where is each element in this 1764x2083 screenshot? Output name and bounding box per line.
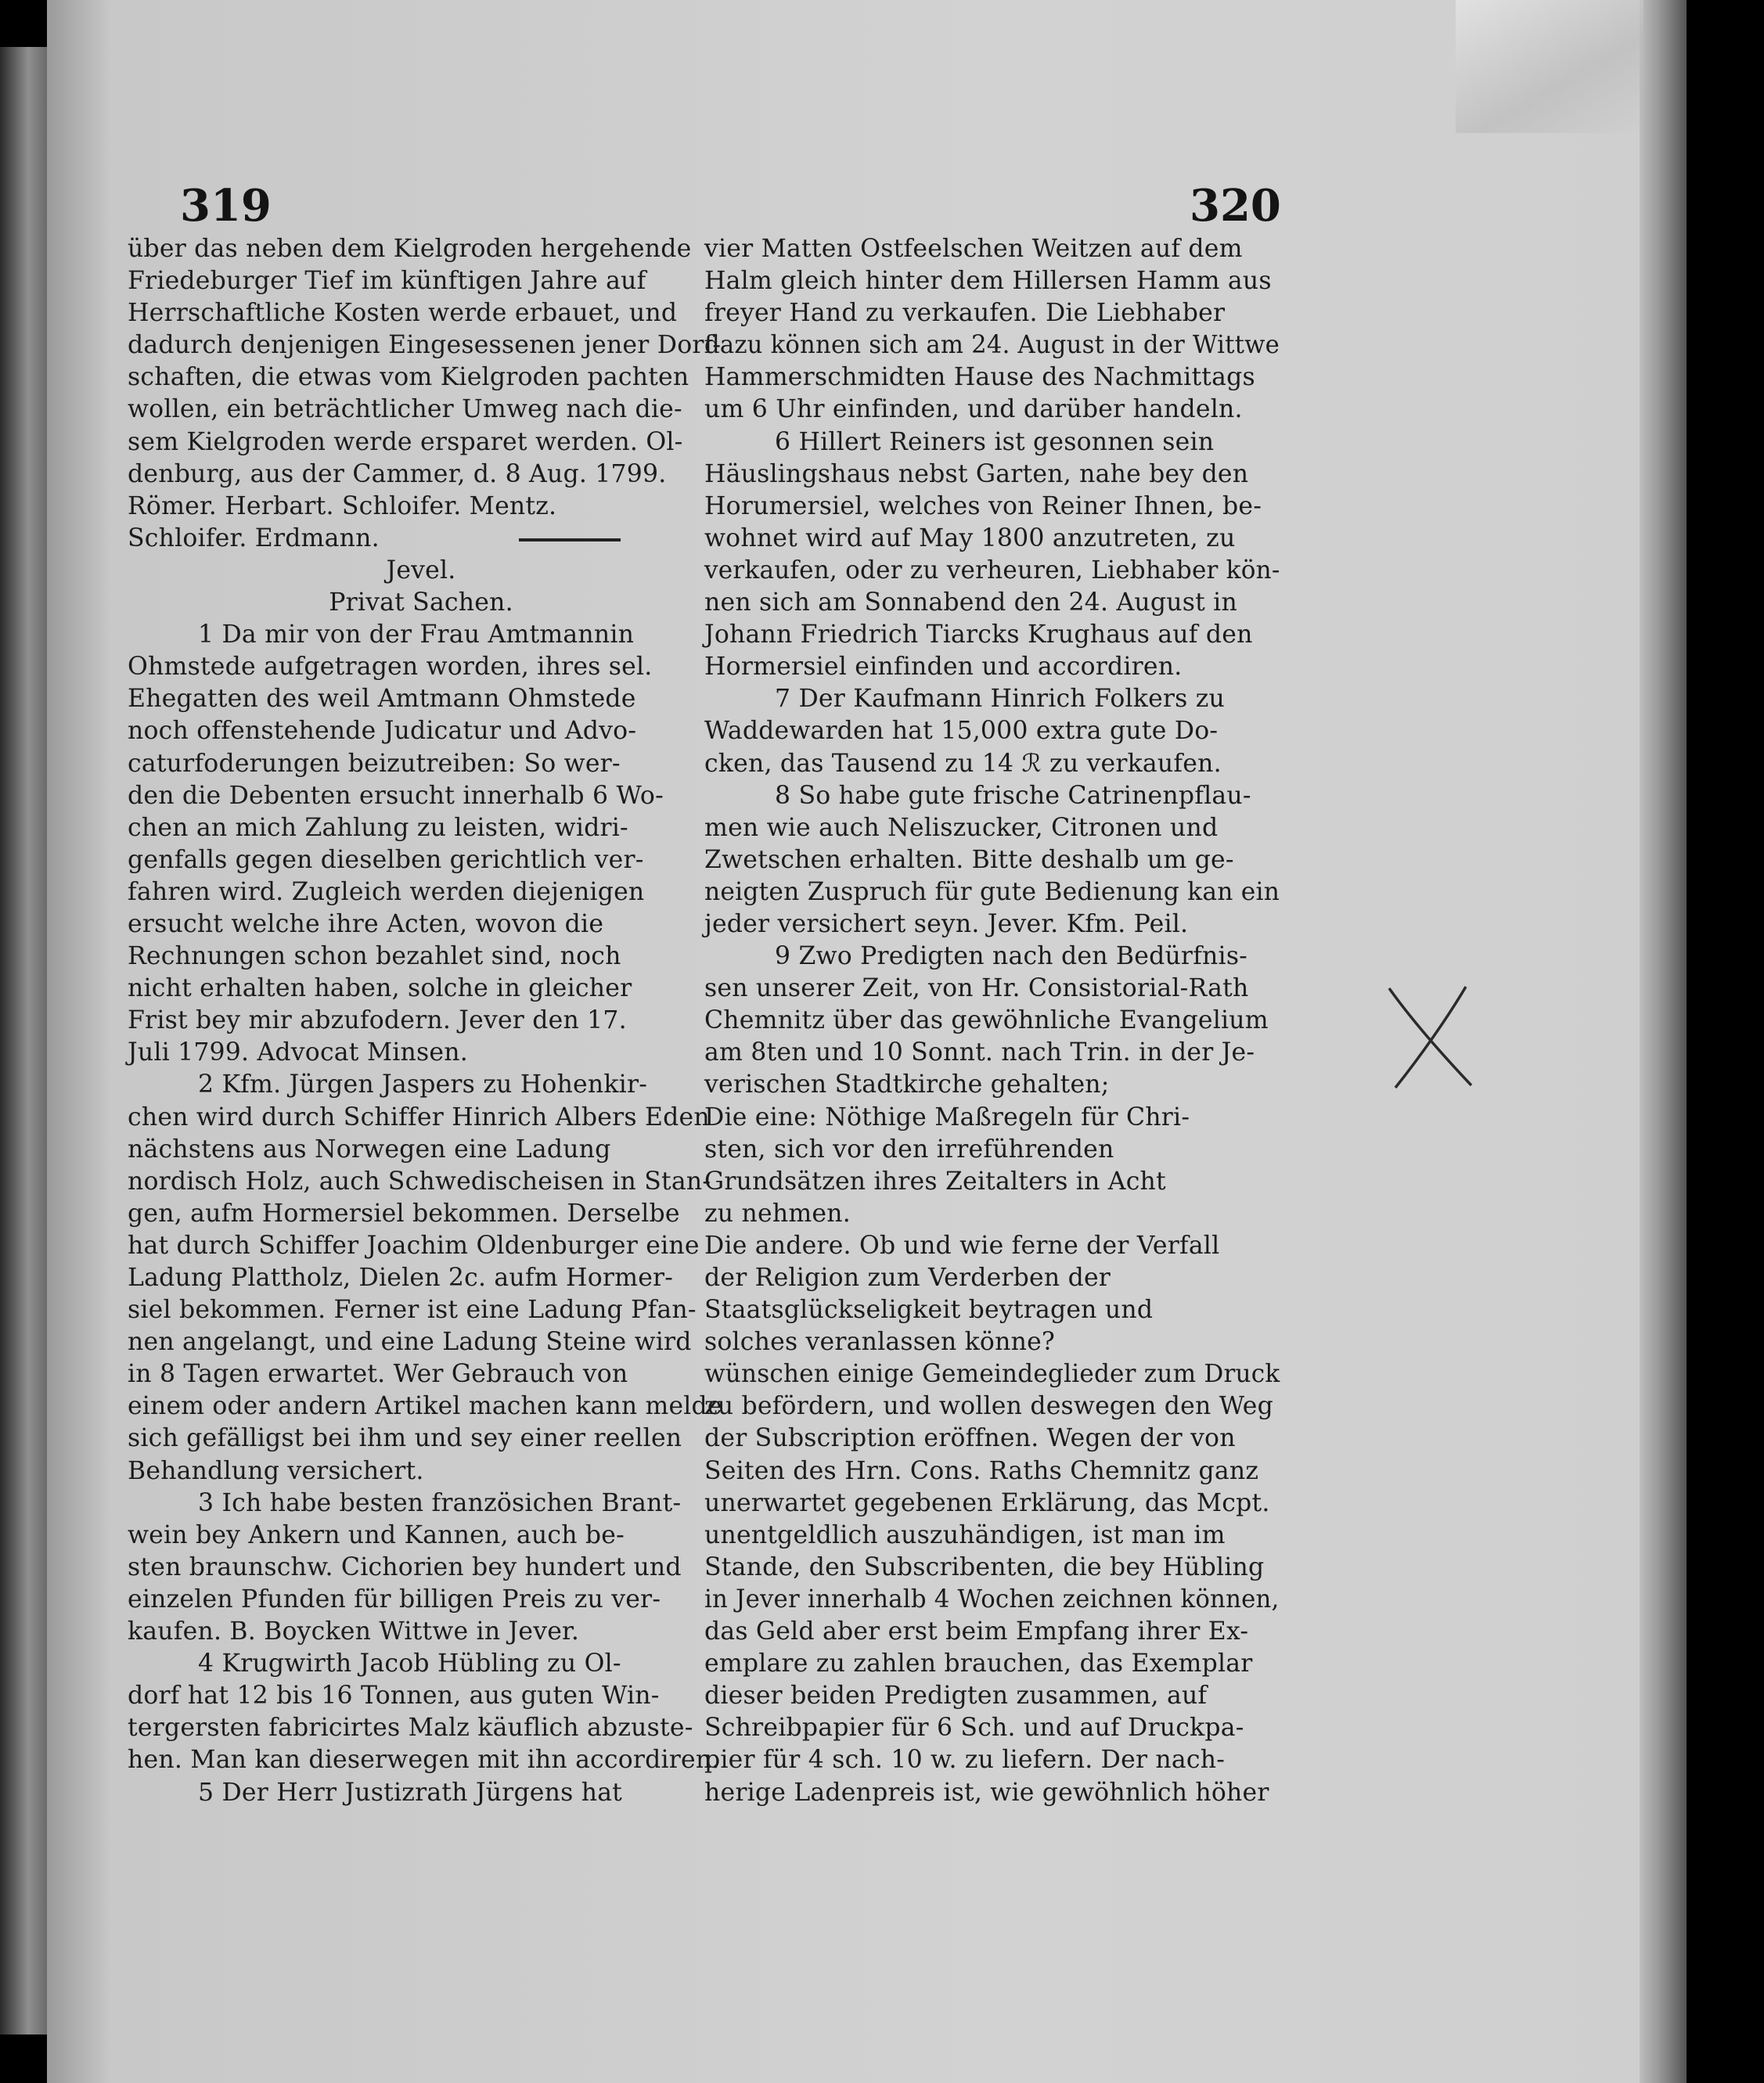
left-column-line: hat durch Schiffer Joachim Oldenburger eine	[128, 1231, 700, 1260]
right-column-line: Schreibpapier für 6 Sch. und auf Druckpa-	[704, 1714, 1244, 1743]
left-column-line: Römer. Herbart. Schloifer. Mentz.	[128, 491, 557, 520]
right-column-line: um 6 Uhr einfinden, und darüber handeln.	[704, 395, 1243, 424]
right-column-line: jeder versichert seyn. Jever. Kfm. Peil.	[704, 909, 1189, 938]
page-number-right: 320	[1190, 180, 1281, 232]
left-column-line: einem oder andern Artikel machen kann melde	[128, 1392, 722, 1421]
right-column-line: sen unserer Zeit, von Hr. Consistorial-Rath	[704, 974, 1249, 1003]
page-stack-edge	[1640, 0, 1687, 2083]
right-column-line: zu nehmen.	[704, 1199, 851, 1228]
left-column-line: kaufen. B. Boycken Wittwe in Jever.	[128, 1617, 580, 1646]
right-column-line: freyer Hand zu verkaufen. Die Liebhaber	[704, 299, 1226, 328]
left-column-line: schaften, die etwas vom Kielgroden pachten	[128, 363, 689, 392]
right-column-line: Halm gleich hinter dem Hillersen Hamm aus	[704, 267, 1272, 296]
right-column-line: der Religion zum Verderben der	[704, 1264, 1111, 1292]
right-column-line: in Jever innerhalb 4 Wochen zeichnen können,	[704, 1585, 1280, 1614]
left-column-line: denburg, aus der Cammer, d. 8 Aug. 1799.	[128, 459, 667, 488]
right-column-line: verkaufen, oder zu verheuren, Liebhaber kön-	[704, 556, 1280, 585]
right-column-line: sten, sich vor den irreführenden	[704, 1135, 1114, 1164]
right-column-line: Grundsätzen ihres Zeitalters in Acht	[704, 1167, 1166, 1196]
left-column-line: Rechnungen schon bezahlet sind, noch	[128, 942, 621, 971]
right-column-line: 7 Der Kaufmann Hinrich Folkers zu	[775, 685, 1226, 714]
left-column-line: 3 Ich habe besten französichen Brant-	[198, 1488, 682, 1517]
right-column-line: solches veranlassen könne?	[704, 1328, 1055, 1357]
left-column-line: chen an mich Zahlung zu leisten, widri-	[128, 813, 628, 842]
page-corner-fold	[1456, 0, 1643, 133]
right-column-line: unerwartet gegebenen Erklärung, das Mcpt.	[704, 1488, 1270, 1517]
left-column-line: tergersten fabricirtes Malz käuflich abzuste-	[128, 1714, 693, 1743]
left-column-line: genfalls gegen dieselben gerichtlich ver-	[128, 845, 644, 874]
right-column-line: Johann Friedrich Tiarcks Krughaus auf den	[704, 621, 1253, 649]
left-column-line: wollen, ein beträchtlicher Umweg nach die-	[128, 395, 682, 424]
left-column-line: den die Debenten ersucht innerhalb 6 Wo-	[128, 781, 664, 810]
left-column-line: chen wird durch Schiffer Hinrich Albers Eden	[128, 1103, 710, 1131]
left-column-line: Ohmstede aufgetragen worden, ihres sel.	[128, 653, 653, 682]
right-column-line: das Geld aber erst beim Empfang ihrer Ex-	[704, 1617, 1249, 1646]
left-column-line: nächstens aus Norwegen eine Ladung	[128, 1135, 611, 1164]
right-column-line: dieser beiden Predigten zusammen, auf	[704, 1682, 1208, 1711]
left-column-line: nen angelangt, und eine Ladung Steine wird	[128, 1328, 692, 1357]
left-column-line: Jevel.	[386, 556, 456, 585]
left-column-line: nordisch Holz, auch Schwedischeisen in Stan-	[128, 1167, 711, 1196]
left-text-column	[128, 233, 722, 1809]
right-column-line: Chemnitz über das gewöhnliche Evangelium	[704, 1006, 1269, 1035]
right-column-line: neigten Zuspruch für gute Bedienung kan ein	[704, 877, 1280, 906]
right-column-line: Hammerschmidten Hause des Nachmittags	[704, 363, 1255, 392]
left-column-line: 2 Kfm. Jürgen Jaspers zu Hohenkir-	[198, 1070, 648, 1099]
left-column-line: Friedeburger Tief im künftigen Jahre auf	[128, 267, 646, 296]
left-column-line: Behandlung versichert.	[128, 1456, 424, 1485]
left-column-line: caturfoderungen beizutreiben: So wer-	[128, 749, 621, 778]
left-column-line: Frist bey mir abzufodern. Jever den 17.	[128, 1006, 627, 1035]
right-column-line: men wie auch Neliszucker, Citronen und	[704, 813, 1219, 842]
right-column-line: nen sich am Sonnabend den 24. August in	[704, 588, 1237, 617]
right-column-line: dazu können sich am 24. August in der Wittwe	[704, 331, 1280, 360]
right-column-line: Seiten des Hrn. Cons. Raths Chemnitz ganz	[704, 1456, 1259, 1485]
right-column-line: der Subscription eröffnen. Wegen der von	[704, 1424, 1236, 1453]
left-column-line: dadurch denjenigen Eingesessenen jener Dorf-	[128, 331, 722, 360]
right-column-line: Zwetschen erhalten. Bitte deshalb um ge-	[704, 845, 1234, 874]
right-column-line: Die eine: Nöthige Maßregeln für Chri-	[704, 1103, 1190, 1131]
right-column-line: zu befördern, und wollen deswegen den Weg	[704, 1392, 1273, 1421]
right-column-line: verischen Stadtkirche gehalten;	[704, 1070, 1110, 1099]
left-column-line: sten braunschw. Cichorien bey hundert und	[128, 1552, 682, 1581]
left-column-line: fahren wird. Zugleich werden diejenigen	[128, 877, 645, 906]
right-column-line: herige Ladenpreis ist, wie gewöhnlich höher	[704, 1778, 1269, 1807]
left-column-line: noch offenstehende Judicatur und Advo-	[128, 717, 637, 746]
right-column-line: Waddewarden hat 15,000 extra gute Do-	[704, 717, 1219, 746]
left-column-line: 4 Krugwirth Jacob Hübling zu Ol-	[198, 1649, 621, 1678]
right-column-line: 8 So habe gute frische Catrinenpflau-	[775, 781, 1251, 810]
right-column-line: Hormersiel einfinden und accordiren.	[704, 653, 1183, 682]
right-text-column	[704, 233, 1280, 1809]
left-column-line: sem Kielgroden werde ersparet werden. Ol-	[128, 427, 683, 456]
left-column-line: hen. Man kan dieserwegen mit ihn accordiren.	[128, 1746, 720, 1775]
right-column-line: pier für 4 sch. 10 w. zu liefern. Der nach-	[704, 1746, 1226, 1775]
left-column-line: in 8 Tagen erwartet. Wer Gebrauch von	[128, 1360, 628, 1389]
right-column-line: Horumersiel, welches von Reiner Ihnen, be-	[704, 491, 1262, 520]
left-column-line: Schloifer. Erdmann.	[128, 523, 715, 555]
left-column-line: Privat Sachen.	[329, 588, 513, 617]
left-column-line: gen, aufm Hormersiel bekommen. Derselbe	[128, 1199, 680, 1228]
page-number-left: 319	[180, 180, 272, 232]
right-column-line: am 8ten und 10 Sonnt. nach Trin. in der Je-	[704, 1038, 1255, 1067]
left-column-line: 5 Der Herr Justizrath Jürgens hat	[198, 1778, 623, 1807]
left-column-line: Ladung Plattholz, Dielen 2c. aufm Hormer-	[128, 1264, 674, 1292]
section-divider-rule	[519, 538, 621, 541]
handwritten-x-mark	[1381, 982, 1479, 1092]
left-column-line: über das neben dem Kielgroden hergehende	[128, 235, 692, 263]
left-column-line: wein bey Ankern und Kannen, auch be-	[128, 1520, 625, 1549]
left-column-line: nicht erhalten haben, solche in gleicher	[128, 974, 632, 1003]
right-column-line: vier Matten Ostfeelschen Weitzen auf dem	[704, 235, 1243, 263]
left-column-line: Herrschaftliche Kosten werde erbauet, und	[128, 299, 678, 328]
right-column-line: cken, das Tausend zu 14 ℛ zu verkaufen.	[704, 749, 1222, 778]
right-column-line: 6 Hillert Reiners ist gesonnen sein	[775, 427, 1215, 456]
right-column-line: 9 Zwo Predigten nach den Bedürfnis-	[775, 942, 1248, 971]
right-column-line: emplare zu zahlen brauchen, das Exemplar	[704, 1649, 1253, 1678]
left-column-line: 1 Da mir von der Frau Amtmannin	[198, 621, 635, 649]
right-column-line: Stande, den Subscribenten, die bey Hübling	[704, 1552, 1265, 1581]
right-column-line: wohnet wird auf May 1800 anzutreten, zu	[704, 523, 1236, 552]
left-column-line: sich gefälligst bei ihm und sey einer reellen	[128, 1424, 682, 1453]
left-column-line: Ehegatten des weil Amtmann Ohmstede	[128, 685, 636, 714]
right-column-line: Die andere. Ob und wie ferne der Verfall	[704, 1231, 1220, 1260]
left-column-line: einzelen Pfunden für billigen Preis zu ver-	[128, 1585, 661, 1614]
right-column-line: unentgeldlich auszuhändigen, ist man im	[704, 1520, 1226, 1549]
right-column-line: Staatsglückseligkeit beytragen und	[704, 1296, 1154, 1325]
left-column-line: dorf hat 12 bis 16 Tonnen, aus guten Win-	[128, 1682, 660, 1711]
right-column-line: wünschen einige Gemeindeglieder zum Druck	[704, 1360, 1280, 1389]
right-column-line: Häuslingshaus nebst Garten, nahe bey den	[704, 459, 1249, 488]
left-column-line: ersucht welche ihre Acten, wovon die	[128, 909, 604, 938]
facing-page-edge	[0, 47, 47, 2034]
left-column-line: Juli 1799. Advocat Minsen.	[128, 1038, 468, 1067]
left-column-line: siel bekommen. Ferner ist eine Ladung Pfan-	[128, 1296, 697, 1325]
